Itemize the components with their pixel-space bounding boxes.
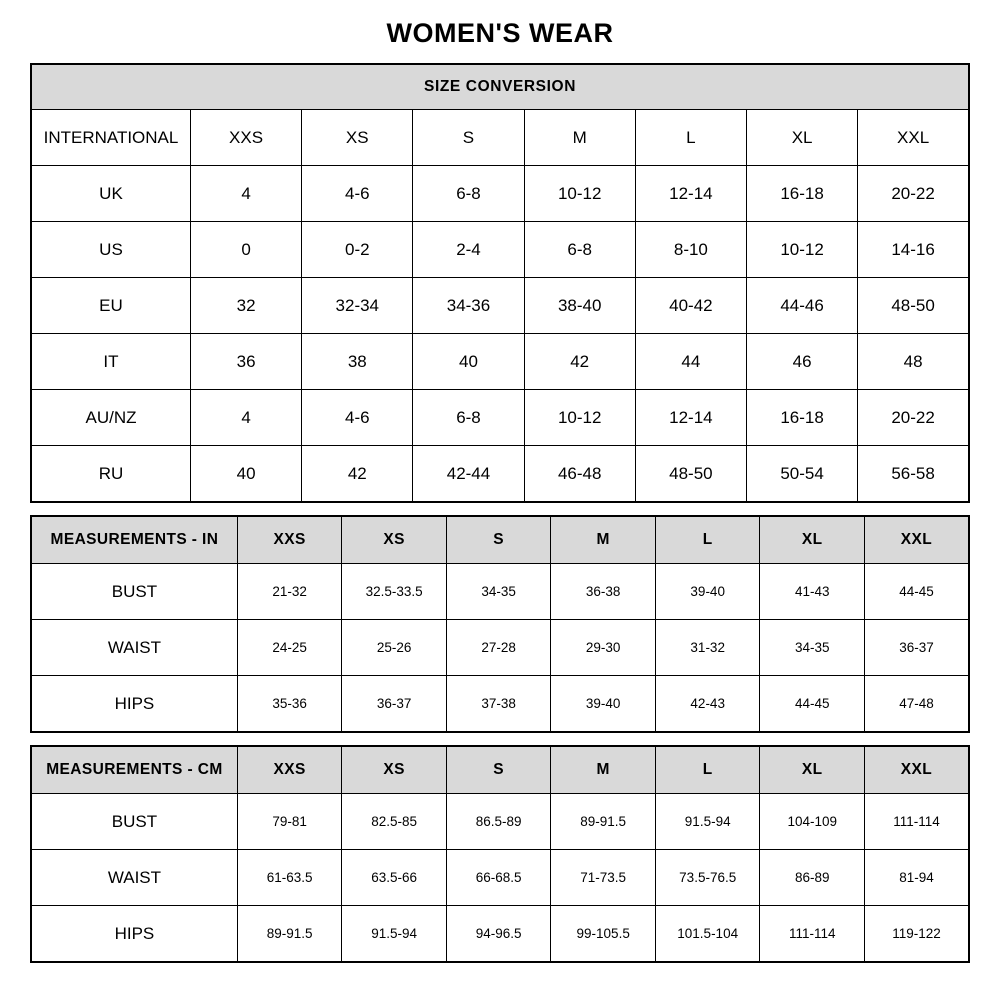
value-cell: 32 <box>190 278 301 334</box>
row-label: BUST <box>31 564 237 620</box>
size-header-cell: XS <box>342 516 447 564</box>
value-cell: 86-89 <box>760 850 865 906</box>
value-cell: 31-32 <box>655 620 760 676</box>
size-conversion-heading: SIZE CONVERSION <box>31 64 969 110</box>
column-header-row <box>31 516 969 564</box>
value-cell: 94-96.5 <box>446 906 551 963</box>
size-header-cell: XXS <box>190 110 301 166</box>
value-cell: 10-12 <box>746 222 857 278</box>
table-row <box>31 334 969 390</box>
value-cell: 48 <box>858 334 969 390</box>
row-label: US <box>31 222 190 278</box>
value-cell: 44 <box>635 334 746 390</box>
value-cell: 44-46 <box>746 278 857 334</box>
value-cell: 6-8 <box>413 390 524 446</box>
value-cell: 119-122 <box>864 906 969 963</box>
value-cell: 37-38 <box>446 676 551 733</box>
value-cell: 56-58 <box>858 446 969 503</box>
table-row <box>31 676 969 733</box>
value-cell: 34-35 <box>760 620 865 676</box>
value-cell: 0-2 <box>302 222 413 278</box>
value-cell: 46-48 <box>524 446 635 503</box>
table-row <box>31 906 969 963</box>
value-cell: 32-34 <box>302 278 413 334</box>
value-cell: 111-114 <box>760 906 865 963</box>
size-header-cell: XXL <box>858 110 969 166</box>
value-cell: 44-45 <box>864 564 969 620</box>
row-label: BUST <box>31 794 237 850</box>
value-cell: 4-6 <box>302 166 413 222</box>
table-row <box>31 620 969 676</box>
value-cell: 38 <box>302 334 413 390</box>
value-cell: 14-16 <box>858 222 969 278</box>
size-conversion-table <box>30 63 970 503</box>
row-label: UK <box>31 166 190 222</box>
value-cell: 10-12 <box>524 390 635 446</box>
value-cell: 24-25 <box>237 620 342 676</box>
value-cell: 42-44 <box>413 446 524 503</box>
value-cell: 47-48 <box>864 676 969 733</box>
value-cell: 39-40 <box>655 564 760 620</box>
value-cell: 4 <box>190 390 301 446</box>
value-cell: 79-81 <box>237 794 342 850</box>
value-cell: 6-8 <box>524 222 635 278</box>
value-cell: 81-94 <box>864 850 969 906</box>
column-header-row <box>31 746 969 794</box>
size-header-cell: M <box>551 516 656 564</box>
size-conversion-body <box>31 110 969 166</box>
size-header-cell: XL <box>760 746 865 794</box>
value-cell: 41-43 <box>760 564 865 620</box>
value-cell: 34-36 <box>413 278 524 334</box>
value-cell: 71-73.5 <box>551 850 656 906</box>
value-cell: 36 <box>190 334 301 390</box>
measurements-cm-rows <box>31 794 969 963</box>
row-label: EU <box>31 278 190 334</box>
size-header-cell: XXL <box>864 746 969 794</box>
value-cell: 50-54 <box>746 446 857 503</box>
value-cell: 91.5-94 <box>342 906 447 963</box>
value-cell: 29-30 <box>551 620 656 676</box>
value-cell: 35-36 <box>237 676 342 733</box>
page-title: WOMEN'S WEAR <box>386 18 614 48</box>
value-cell: 16-18 <box>746 166 857 222</box>
value-cell: 111-114 <box>864 794 969 850</box>
value-cell: 36-37 <box>864 620 969 676</box>
value-cell: 36-38 <box>551 564 656 620</box>
table-title-row <box>31 64 969 110</box>
size-header-cell: XL <box>760 516 865 564</box>
value-cell: 42 <box>524 334 635 390</box>
value-cell: 10-12 <box>524 166 635 222</box>
value-cell: 82.5-85 <box>342 794 447 850</box>
measurements-in-table <box>30 515 970 733</box>
value-cell: 89-91.5 <box>551 794 656 850</box>
size-header-cell: S <box>446 746 551 794</box>
size-header-cell: L <box>655 746 760 794</box>
size-header-cell: S <box>446 516 551 564</box>
value-cell: 91.5-94 <box>655 794 760 850</box>
value-cell: 40 <box>190 446 301 503</box>
value-cell: 42 <box>302 446 413 503</box>
value-cell: 39-40 <box>551 676 656 733</box>
value-cell: 42-43 <box>655 676 760 733</box>
row-label: WAIST <box>31 620 237 676</box>
value-cell: 40-42 <box>635 278 746 334</box>
row-header-cell: INTERNATIONAL <box>31 110 190 166</box>
size-header-cell: XS <box>302 110 413 166</box>
value-cell: 44-45 <box>760 676 865 733</box>
table-row <box>31 850 969 906</box>
value-cell: 16-18 <box>746 390 857 446</box>
value-cell: 38-40 <box>524 278 635 334</box>
row-label: WAIST <box>31 850 237 906</box>
table-row <box>31 278 969 334</box>
size-header-cell: L <box>635 110 746 166</box>
size-conversion-rows <box>31 166 969 503</box>
table-row <box>31 794 969 850</box>
size-header-cell: M <box>524 110 635 166</box>
value-cell: 48-50 <box>635 446 746 503</box>
value-cell: 0 <box>190 222 301 278</box>
row-label: AU/NZ <box>31 390 190 446</box>
row-label: RU <box>31 446 190 503</box>
value-cell: 8-10 <box>635 222 746 278</box>
value-cell: 89-91.5 <box>237 906 342 963</box>
value-cell: 2-4 <box>413 222 524 278</box>
value-cell: 63.5-66 <box>342 850 447 906</box>
value-cell: 21-32 <box>237 564 342 620</box>
value-cell: 86.5-89 <box>446 794 551 850</box>
value-cell: 20-22 <box>858 166 969 222</box>
size-header-cell: L <box>655 516 760 564</box>
row-label: HIPS <box>31 676 237 733</box>
value-cell: 34-35 <box>446 564 551 620</box>
row-label: IT <box>31 334 190 390</box>
value-cell: 99-105.5 <box>551 906 656 963</box>
value-cell: 20-22 <box>858 390 969 446</box>
table-row <box>31 564 969 620</box>
table-row <box>31 222 969 278</box>
value-cell: 25-26 <box>342 620 447 676</box>
table-row <box>31 390 969 446</box>
value-cell: 32.5-33.5 <box>342 564 447 620</box>
value-cell: 4-6 <box>302 390 413 446</box>
row-label: HIPS <box>31 906 237 963</box>
measurements-cm-table <box>30 745 970 963</box>
value-cell: 73.5-76.5 <box>655 850 760 906</box>
measurements-in-rows <box>31 564 969 733</box>
value-cell: 36-37 <box>342 676 447 733</box>
size-header-cell: XXL <box>864 516 969 564</box>
value-cell: 104-109 <box>760 794 865 850</box>
value-cell: 27-28 <box>446 620 551 676</box>
row-header-cell: MEASUREMENTS - CM <box>31 746 237 794</box>
value-cell: 66-68.5 <box>446 850 551 906</box>
value-cell: 6-8 <box>413 166 524 222</box>
size-header-cell: XS <box>342 746 447 794</box>
value-cell: 61-63.5 <box>237 850 342 906</box>
value-cell: 40 <box>413 334 524 390</box>
value-cell: 101.5-104 <box>655 906 760 963</box>
size-header-cell: S <box>413 110 524 166</box>
table-row <box>31 446 969 503</box>
value-cell: 12-14 <box>635 390 746 446</box>
size-header-cell: XL <box>746 110 857 166</box>
size-header-cell: XXS <box>237 516 342 564</box>
value-cell: 48-50 <box>858 278 969 334</box>
value-cell: 46 <box>746 334 857 390</box>
row-header-cell: MEASUREMENTS - IN <box>31 516 237 564</box>
value-cell: 12-14 <box>635 166 746 222</box>
table-row <box>31 166 969 222</box>
size-header-cell: XXS <box>237 746 342 794</box>
column-header-row <box>31 110 969 166</box>
value-cell: 4 <box>190 166 301 222</box>
size-header-cell: M <box>551 746 656 794</box>
